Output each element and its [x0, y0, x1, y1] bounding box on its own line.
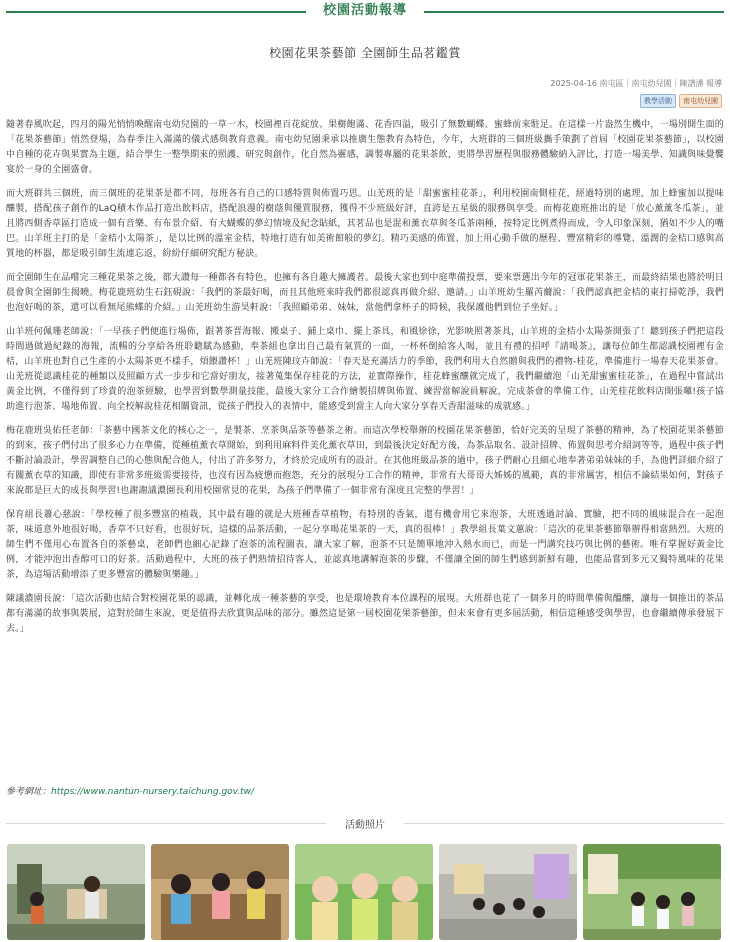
header-divider-right	[424, 11, 724, 13]
photos-heading	[6, 816, 724, 830]
article-title: 校園花果茶藝節 全園師生品茗鑑賞	[269, 46, 461, 60]
photos-heading-label: 活動照片	[345, 820, 385, 831]
photo-2[interactable]	[151, 844, 289, 940]
photos-divider-right	[404, 823, 724, 824]
tag-school[interactable]: 南屯幼兒園	[679, 94, 722, 108]
photo-1[interactable]	[7, 844, 145, 940]
paragraph: 而全園師生在品嚐完三種花果茶之後，都大讚每一種都各有特色，也擁有各自趣大擁護者。最後大家也到中庭準備投票，要來票選出今年的冠軍花果茶王，而最終結果也將於明日晨會與全園師生揭曉。梅花鹿班幼生石鈺硯說：「我們的茶最好喝，而且其他班來時我們都很認真再做介紹、邀請。」山羊班幼生羅芮薾說：「我們認真把金桔的東打掃乾淨，我們也泡好喝的茶，還可以看無尾熊蝶的介紹。」山羌班幼生游昊軒說：「我照顧弟弟、妹妹，當他們拿杯子的時候，我保護他們到位子坐好。」	[6, 273, 724, 313]
tag-list	[640, 94, 722, 108]
section-header	[6, 2, 724, 20]
reference-link[interactable]: https://www.nantun-nursery.taichung.gov.tw/	[51, 787, 255, 797]
paragraph: 山羊班何佩珊老師說：「一早孩子們便進行場佈，跟著茶晋海報、搬桌子、鋪上桌巾、擺上茶具，和風徐徐，光影映照著茶具，山羊班的金桔小太陽茶開張了！聽到孩子們把這段時間過做過紀錄的海報，流暢的分享給各班聆聽賦為感動，奉茶組也拿出自己最有氣質的一面，一杯杯倒給客人喝，並且有禮的招呼『請喝茶』，讓每位師生都認識校園裡有金桔，山羊班也對自己生產的小太陽茶更不樣手，煩餵讚杯！」山羌班陳玟卉師說：「春天是充滿活力的季節，我們利用大自然贈與我們的禮物-桂花，準備進行一場春天花果茶會。山羌班從認識桂花的種類以及照顧方式一步步和它當好朋友，接著蒐集保存桂花的方法，並實際操作，桂花蜂蜜釀就完成了，我們繼續泡「山羌甜蜜蜜桂花茶」，在過程中嘗試出黃金比例，不僅得到了珍貴的泡茶經驗，也學習到數學測量技能，最後大家分工合作繪製招牌與佈置、練習當解說員解說，完成茶會的準備工作，山羌桂花飲料店開張囉!孩子協助進行泡茶、場地佈置、向全校解說桂花相關資訊，從孩子們投入的表情中，能感受到當主人向大家分享春天香甜滋味的成就感。」	[6, 327, 724, 412]
paragraph: 保育組長蕭心慈說：「學校種了很多豐富的植栽，其中最有趣的就是大班種香草植物，有特別的香氣，還有機會用它來泡茶，大班透過討論、實驗，把不同的風味混合在一起泡茶，味道意外地很好喝，香草不只好看，也很好玩，這樣的品茶活動，一起分享喝花果茶的一天，真的很棒！」教學組長葉文蕙說：「這次的花果茶藝節舉辦得相當熱烈。大班的師生們不僅用心布置各自的茶藝桌，老師們也細心記錄了泡茶的流程圖表，讓大家了解，泡茶不只是簡單地沖入熱水而已，而是一門講究技巧與比例的藝術。唯有掌握好黃金比例，才能沖泡出香醇可口的好茶。活動過程中，大班的孩子們熱情招待客人，並認真地講解泡茶的步驟，不僅讓全園的師生們感到新鮮有趣，也能品嘗到多元又獨特風味的花果茶，為這場活動增添了更多豐富的體驗與樂趣。」	[6, 510, 724, 580]
reference-line	[6, 784, 254, 797]
tag-teaching[interactable]: 教學活動	[640, 94, 676, 108]
reference-label: 參考網址：	[6, 787, 52, 797]
paragraph: 陳議濃園長說：「這次活動也結合對校園花果的認識，並轉化成一種茶藝的享受，也是環境教育本位課程的展現。大班群也花了一個多月的時間準備與醞釀，讓每一個推出的茶品都有滿滿的故事與裝展，這對於師生來說，更是值得去欣賞與品味的部分。雖然這是第一屆校園花果茶藝節，但未來會有更多屆活動，相信這種感受與學習，也會繼續傳承發展下去。」	[6, 594, 724, 634]
article-meta: 2025-04-16 南屯區｜南屯幼兒園｜陳譜潘 報導	[550, 79, 722, 88]
article-body	[6, 118, 724, 646]
photo-4[interactable]	[439, 844, 577, 940]
paragraph: 隨著春風吹起，四月的陽光悄悄喚醒南屯幼兒園的一草一木，校園裡百花綻放、果樹飽滿、花香四溢，吸引了無數蝴蝶、蜜蜂前來駐足。在這樣一片盎然生機中，一場別開生面的「花果茶藝節」悄然登場，為春季注入滿滿的儀式感與教育意義。南屯幼兒園秉承以推廣生態教育為特色，今年，大班群的三個班級攜手策劃了首屆「校園花果茶藝節」，以校園中自種的花卉與果實為主題，結合學生一整學期來的照護、研究與創作，化自然為靈感，調製專屬的花果茶飲，更將學習歷程與服務體驗納入評比，打造一場美學、知識與味覺饗宴於一身的全園盛會。	[6, 120, 724, 175]
photo-3[interactable]	[295, 844, 433, 940]
photo-gallery	[7, 844, 723, 940]
paragraph: 梅花鹿班吳佑任老師：「茶藝中國茶文化的核心之一，是製茶、烹茶與品茶等藝茶之術。而這次學校舉辦的校園花果茶藝節，恰好完美的呈現了茶藝的精神，為了校園花果茶藝節的到來，孩子們付出了很多心力在準備，從種植薰衣草開始，到利用麻料件美化薰衣草田，到最後決定好配方後，為茶品取名、設計招牌、佈置與思考介紹詞等等，過程中孩子們不斷討論設計，學習調整自己的心態與配合他人，付出了許多努力，才終於完成所有的設計。在其他班級品茶的過中，孩子們耐心且細心地奉著弟弟妹妹的手，為他們詳細介紹了有關薰衣草的知識，即使有非常多班級需要接待，也沒有因為疲憊而抱怨，充分的展現分工合作的精神，非常有大哥哥大姊姊的風範，真的非常厲害，相信不論結果如何，對孩子來說都是巨大的成長與學習!也謝謝議濃園長利用校園常見的花果，為孩子們準備了一個非常有深度且完整的學習！」	[6, 426, 724, 496]
photo-5[interactable]	[583, 844, 721, 940]
section-title: 校園活動報導	[322, 3, 407, 18]
paragraph: 而大班群共三個班，而三個班的花果茶是都不同，每班各有自己的口感特質與佈置巧思。山羌班的是「甜蜜蜜桂花茶」，利用校園南側桂花，經過特別的處理，加上蜂蜜加以提味釀製，搭配孩子創作的LaQ積木作品打造出飲料店，搭配浪漫的樹蔭與優質服務，獲得不少班級好評，直誇是五星級的服務與享受。而梅花鹿班推出的是「放心薰薰冬瓜茶」，並且將西側香草區打造成一個有音樂、有布景介紹、有大蝴蝶的夢幻情境及紀念貼紙，其茗品也是混和薰衣草與冬瓜茶兩種，按特定比例煮得而成，令人印象深刻，猶如不少人的嘴巴。山羊班主打的是「金桔小太陽茶」，是以比例的溫室金桔，特地打造有如美術館般的夢幻。精巧美感的佈置、加上用心動手做的歷程、豐富精彩的導覽、溫潤的金桔口感與高質地的杯器，都是吸引師生流連忘返，紛紛仔細研究配方秘訣。	[6, 189, 724, 259]
